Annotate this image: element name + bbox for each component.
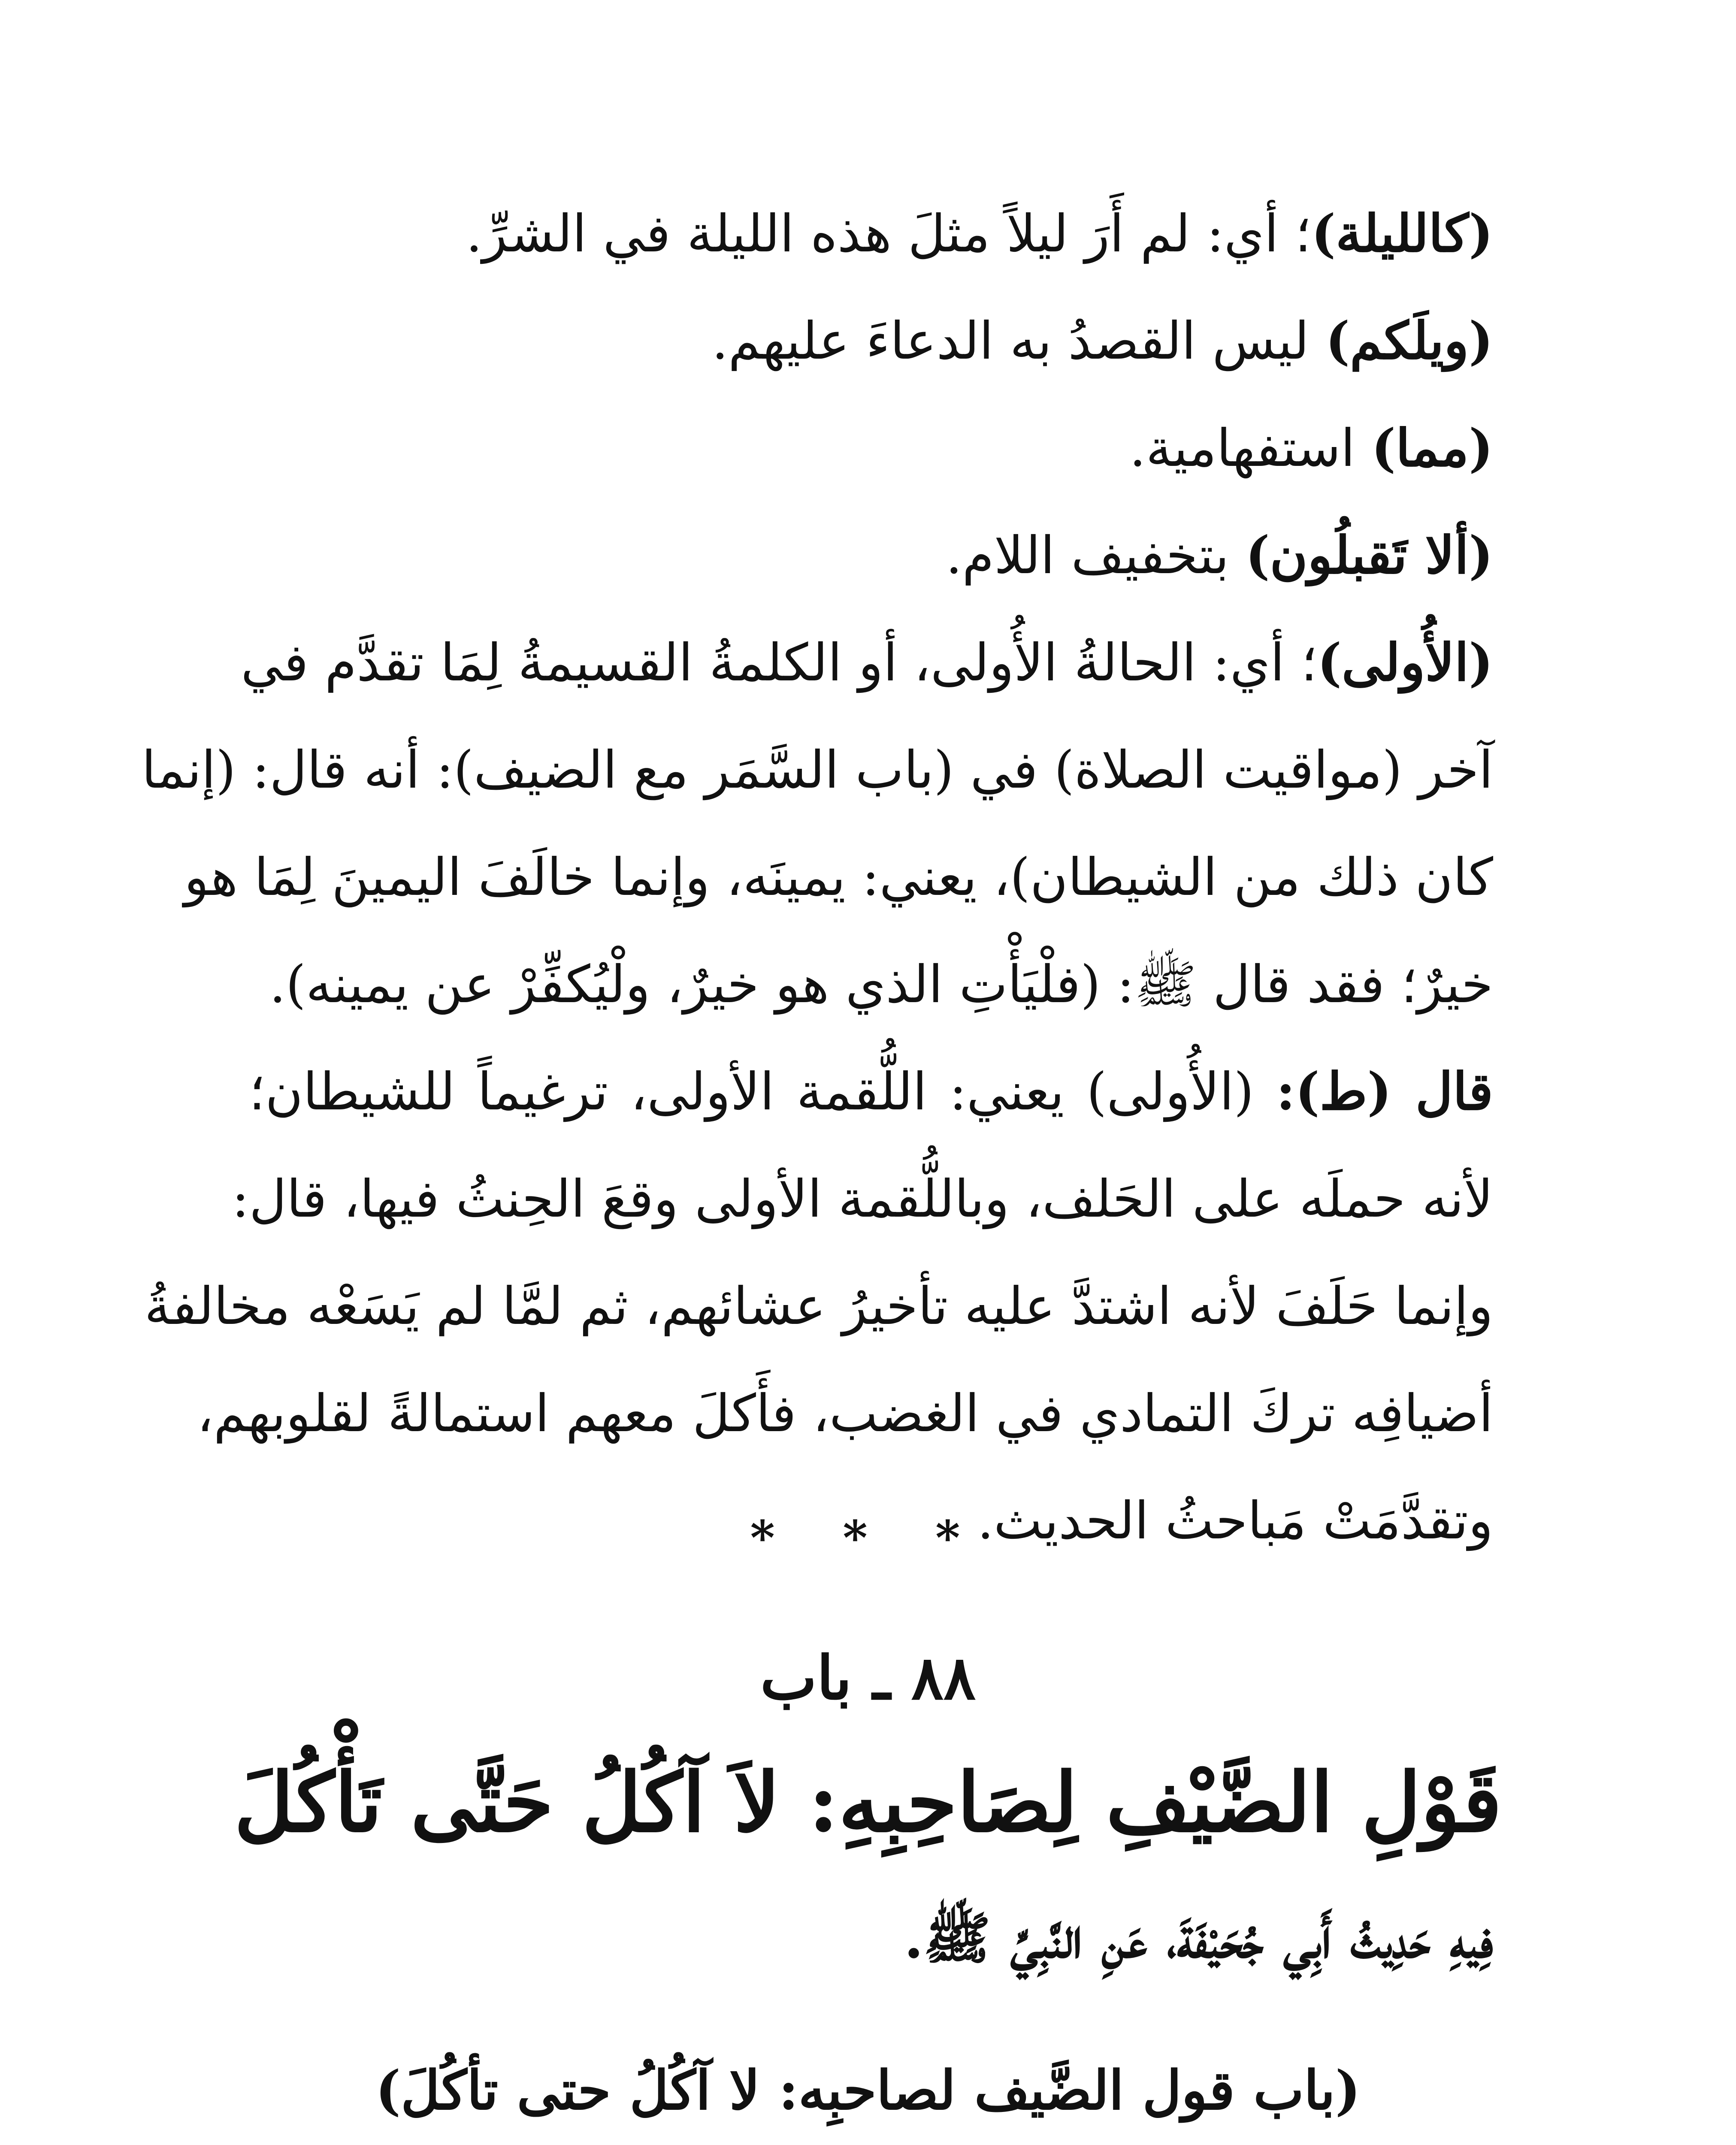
text-line [184, 824, 1493, 931]
term: (ألا تَقبلُون) [1245, 525, 1493, 586]
text-line [249, 395, 1493, 502]
term: (الأُولى) [1317, 632, 1493, 693]
line-text: آخر (مواقيت الصلاة) في (باب السَّمَر مع الضيف): أنه قال: (إنما [142, 740, 1493, 800]
term: قال (ط): [1276, 1061, 1494, 1122]
text-line [241, 609, 1493, 716]
bab-subheading: (باب قول الضَّيف لصاحبِه: لا آكُلُ حتى تأكُلَ) [375, 2059, 1361, 2122]
text-line [232, 1145, 1493, 1253]
line-text: خيرٌ؛ فقد قال ﷺ: (فلْيَأْتِ الذي هو خيرٌ، ولْيُكفِّرْ عن يمينه). [269, 955, 1493, 1015]
chapter-number: ٨٨ ـ باب [760, 1643, 976, 1713]
hadith-reference: فِيهِ حَدِيثُ أَبِي جُحَيْفَةَ، عَنِ النَّبِيِّ ﷺ. [904, 1905, 1493, 1971]
chapter-title: قَوْلِ الضَّيْفِ لِصَاحِبِهِ: لاَ آكُلُ حَتَّى تَأْكُلَ [234, 1755, 1502, 1850]
section-separator: * * * [750, 1510, 986, 1565]
line-text: استفهامية. [1129, 419, 1372, 478]
commentary-text [142, 180, 1494, 1574]
line-text: لأنه حملَه على الحَلف، وباللُّقمة الأولى وقعَ الحِنثُ فيها، قال: [232, 1169, 1493, 1229]
line-text: وإنما حَلَفَ لأنه اشتدَّ عليه تأخيرُ عشائهم، ثم لمَّا لم يَسَعْه مخالفةُ [144, 1277, 1493, 1336]
line-text: ليس القصدُ به الدعاءَ عليهم. [712, 311, 1326, 371]
line-text: ؛ أي: الحالةُ الأُولى، أو الكلمةُ القسيمةُ لِمَا تقدَّم في [241, 633, 1318, 693]
line-text: وتقدَّمَتْ مَباحثُ الحديث. [977, 1491, 1493, 1551]
term: (مما) [1371, 418, 1493, 478]
text-line [142, 716, 1493, 824]
line-text: بتخفيف اللام. [946, 526, 1246, 586]
line-text: (الأُولى) يعني: اللُّقمة الأولى، ترغيماً للشيطان؛ [249, 1062, 1276, 1122]
text-line [197, 1360, 1493, 1467]
text-line [249, 180, 1493, 287]
text-line [249, 1038, 1493, 1145]
line-text: أضيافِه تركَ التمادي في الغضب، فأَكلَ معهم استمالةً لقلوبهم، [197, 1384, 1493, 1444]
line-text: كان ذلك من الشيطان)، يعني: يمينَه، وإنما خالَفَ اليمينَ لِمَا هو [184, 848, 1493, 907]
term: (كالليلة) [1311, 203, 1493, 264]
text-line [249, 502, 1493, 609]
line-text: ؛ أي: لم أَرَ ليلاً مثلَ هذه الليلة في الشرِّ. [466, 204, 1312, 264]
text-line [249, 287, 1493, 395]
text-line [144, 1253, 1493, 1360]
term: (ويلَكم) [1325, 311, 1493, 371]
text-line [249, 931, 1493, 1038]
